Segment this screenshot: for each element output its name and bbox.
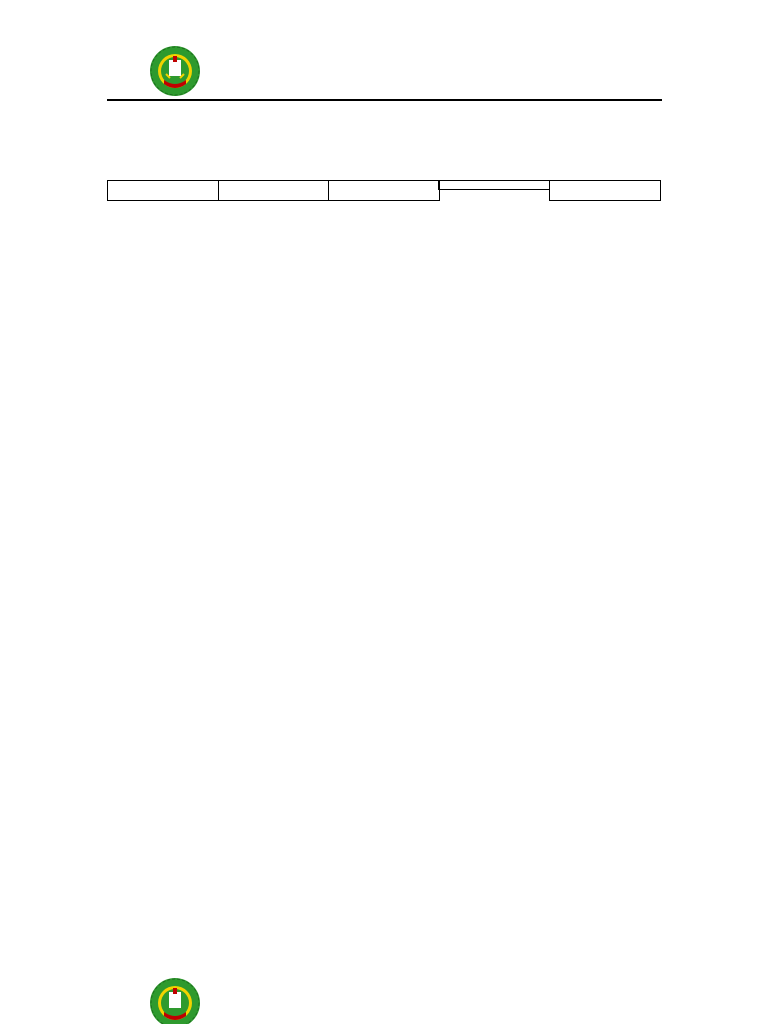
header-rank <box>329 181 440 201</box>
header-divider <box>107 99 662 101</box>
school-logo-icon <box>146 976 204 1024</box>
header-no <box>108 181 219 201</box>
header-ket <box>550 181 661 201</box>
school-logo-icon <box>146 44 204 98</box>
header-name <box>218 181 329 201</box>
header-tanggal <box>439 181 550 190</box>
attendance-table <box>107 180 661 201</box>
